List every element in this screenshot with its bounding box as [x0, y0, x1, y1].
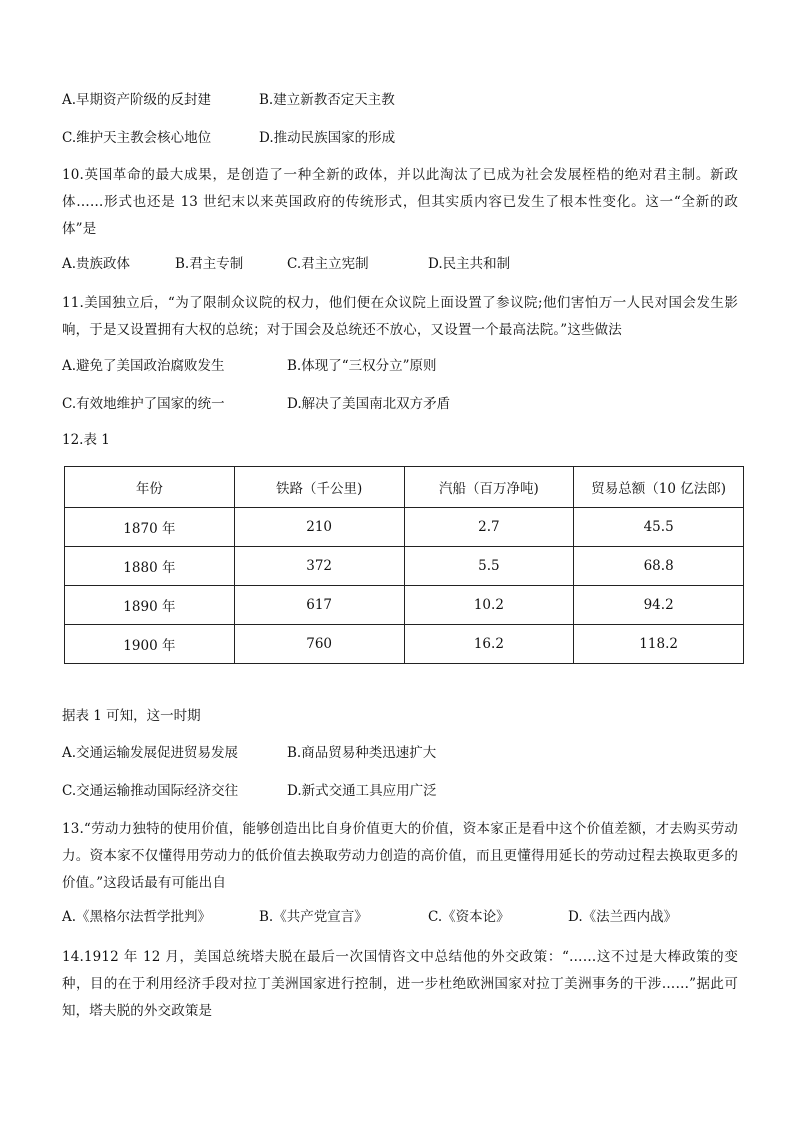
header-railway: 铁路（千公里) — [234, 467, 404, 508]
table-cell: 16.2 — [404, 625, 574, 664]
table-cell: 94.2 — [574, 586, 744, 625]
q10-option-b: B.君主专制 — [175, 256, 244, 272]
table-cell: 1890 年 — [65, 586, 235, 625]
q12-option-a: A.交通运输发展促进贸易发展 — [62, 745, 239, 761]
table-cell: 10.2 — [404, 586, 574, 625]
q10-option-c: C.君主立宪制 — [287, 256, 369, 272]
table-cell: 1870 年 — [65, 508, 235, 547]
q11-option-d: D.解决了美国南北双方矛盾 — [287, 396, 451, 412]
table-cell: 118.2 — [574, 625, 744, 664]
q13-option-c: C.《资本论》 — [428, 909, 510, 925]
table-row — [65, 508, 744, 547]
header-steamship: 汽船（百万净吨) — [404, 467, 574, 508]
q11-option-b: B.体现了“三权分立”原则 — [287, 358, 437, 374]
table-row — [65, 586, 744, 625]
table-cell: 68.8 — [574, 547, 744, 586]
q10-option-a: A.贵族政体 — [62, 256, 131, 272]
header-year: 年份 — [65, 467, 235, 508]
q10-stem: 10.英国革命的最大成果，是创造了一种全新的政体，并以此淘汰了已成为社会发展桎梏的绝对君主制。新政体……形式也还是 13 世纪末以来英国政府的传统形式，但其实质内容已发生了根本性变化。这一“全新的政体”是 — [62, 167, 738, 237]
table-cell: 210 — [234, 508, 404, 547]
q10-option-d: D.民主共和制 — [428, 256, 511, 272]
q9-option-a: A.早期资产阶级的反封建 — [62, 92, 212, 108]
q13-option-b: B.《共产党宣言》 — [259, 909, 368, 925]
header-trade: 贸易总额（10 亿法郎) — [574, 467, 744, 508]
data-table — [64, 466, 744, 664]
table-row — [65, 547, 744, 586]
q12-option-d: D.新式交通工具应用广泛 — [287, 783, 437, 799]
q13-stem: 13.“劳动力独特的使用价值，能够创造出比自身价值更大的价值，资本家正是看中这个价值差额，才去购买劳动力。资本家不仅懂得用劳动力的低价值去换取劳动力创造的高价值，而且更懂得用延长的劳动过程去换取更多的价值。”这段话最有可能出自 — [62, 821, 738, 891]
q13-option-a: A.《黑格尔法哲学批判》 — [62, 909, 212, 925]
q14-stem: 14.1912 年 12 月，美国总统塔夫脱在最后一次国情咨文中总结他的外交政策：“……这不过是大棒政策的变种，目的在于利用经济手段对拉丁美洲国家进行控制，进一步杜绝欧洲国家对拉丁美洲事务的干涉……”据此可知，塔夫脱的外交政策是 — [62, 949, 738, 1019]
q12-option-b: B.商品贸易种类迅速扩大 — [287, 745, 437, 761]
table-cell: 372 — [234, 547, 404, 586]
q11-option-a: A.避免了美国政治腐败发生 — [62, 358, 225, 374]
q9-option-b: B.建立新教否定天主教 — [259, 92, 395, 108]
q12-stem: 12.表 1 — [62, 432, 110, 448]
table-cell: 45.5 — [574, 508, 744, 547]
table-header-row — [65, 467, 744, 508]
q9-option-d: D.推动民族国家的形成 — [259, 130, 396, 146]
table-cell: 760 — [234, 625, 404, 664]
table-cell: 2.7 — [404, 508, 574, 547]
table-cell: 1880 年 — [65, 547, 235, 586]
q11-stem: 11.美国独立后，“为了限制众议院的权力，他们便在众议院上面设置了参议院;他们害怕万一人民对国会发生影响，于是又设置拥有大权的总统；对于国会及总统还不放心，又设置一个最高法院。”这些做法 — [62, 295, 738, 338]
q12-after-text: 据表 1 可知，这一时期 — [62, 708, 201, 724]
q11-option-c: C.有效地维护了国家的统一 — [62, 396, 225, 412]
table-cell: 5.5 — [404, 547, 574, 586]
table-cell: 1900 年 — [65, 625, 235, 664]
table-cell: 617 — [234, 586, 404, 625]
q9-option-c: C.维护天主教会核心地位 — [62, 130, 212, 146]
q13-option-d: D.《法兰西内战》 — [568, 909, 678, 925]
table-row — [65, 625, 744, 664]
q12-option-c: C.交通运输推动国际经济交往 — [62, 783, 239, 799]
